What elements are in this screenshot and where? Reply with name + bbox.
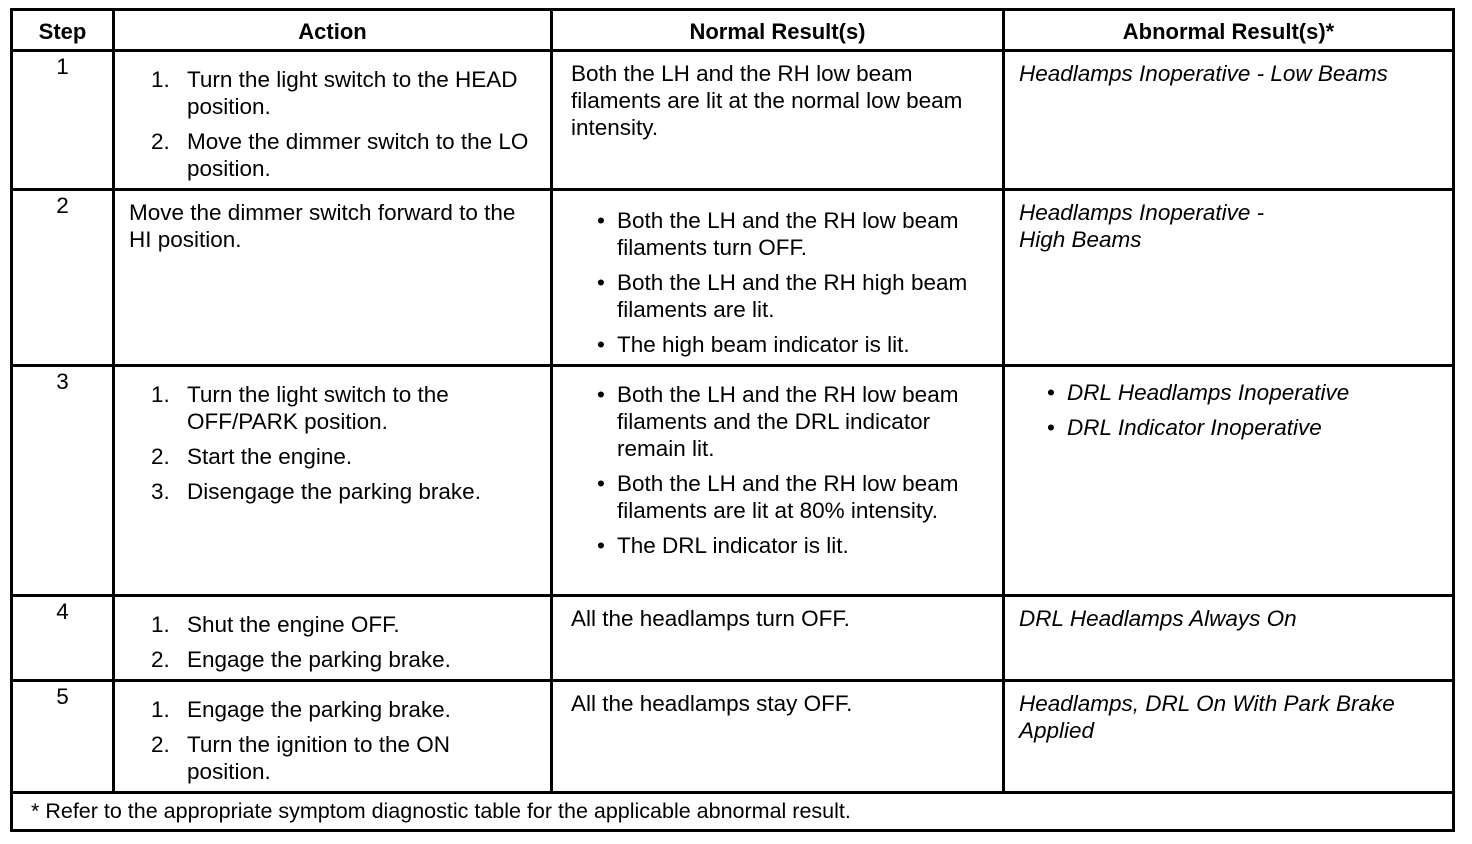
list-item: • DRL Indicator Inoperative	[1047, 415, 1322, 440]
normal-result-cell: All the headlamps stay OFF.	[552, 681, 1004, 793]
normal-result-cell	[552, 190, 1004, 366]
list-item: • Both the LH and the RH low beam filaments turn OFF.	[597, 208, 959, 260]
normal-result-list	[581, 381, 992, 559]
list-item: 1. Engage the parking brake.	[151, 697, 451, 722]
list-item: 1. Turn the light switch to the OFF/PARK position.	[151, 382, 449, 434]
footnote-row	[12, 793, 1454, 831]
list-item: • Both the LH and the RH low beam filaments are lit at 80% intensity.	[597, 471, 959, 523]
footnote: * Refer to the appropriate symptom diagnostic table for the applicable abnormal result.	[12, 793, 1454, 831]
normal-result-cell	[552, 366, 1004, 596]
list-item: 1. Shut the engine OFF.	[151, 612, 400, 637]
header-row	[12, 10, 1454, 51]
list-item: 2. Move the dimmer switch to the LO position.	[151, 129, 529, 181]
diagnostic-table-container	[10, 8, 1452, 832]
step-number: 1	[12, 51, 114, 190]
abnormal-result-cell	[1004, 366, 1454, 596]
header-normal-results: Normal Result(s)	[552, 10, 1004, 51]
step-number: 5	[12, 681, 114, 793]
list-item: 1. Turn the light switch to the HEAD position.	[151, 67, 518, 119]
header-abnormal-results: Abnormal Result(s)*	[1004, 10, 1454, 51]
list-item: 3. Disengage the parking brake.	[151, 479, 481, 504]
action-cell: Move the dimmer switch forward to the HI position.	[114, 190, 552, 366]
action-cell	[114, 51, 552, 190]
action-list	[129, 66, 540, 182]
list-item: • Both the LH and the RH high beam filaments are lit.	[597, 270, 968, 322]
list-item: • Both the LH and the RH low beam filaments and the DRL indicator remain lit.	[597, 382, 959, 461]
table-row	[12, 681, 1454, 793]
step-number: 3	[12, 366, 114, 596]
abnormal-result-cell	[1004, 190, 1454, 366]
action-cell	[114, 596, 552, 681]
normal-result-list	[581, 207, 992, 358]
abnormal-result-line: High Beams	[1019, 227, 1142, 252]
list-item: • DRL Headlamps Inoperative	[1047, 380, 1350, 405]
step-number: 2	[12, 190, 114, 366]
list-item: 2. Engage the parking brake.	[151, 647, 451, 672]
table-row	[12, 366, 1454, 596]
action-list	[129, 611, 540, 673]
abnormal-result-cell: DRL Headlamps Always On	[1004, 596, 1454, 681]
list-item: 2. Start the engine.	[151, 444, 353, 469]
normal-result-cell: Both the LH and the RH low beam filaments are lit at the normal low beam intensity.	[552, 51, 1004, 190]
table-row	[12, 190, 1454, 366]
action-cell	[114, 366, 552, 596]
list-item: 2. Turn the ignition to the ON position.	[151, 732, 451, 784]
abnormal-result-line: Headlamps Inoperative -	[1019, 200, 1265, 225]
header-step: Step	[12, 10, 114, 51]
table-row	[12, 596, 1454, 681]
header-action: Action	[114, 10, 552, 51]
action-cell	[114, 681, 552, 793]
list-item: • The DRL indicator is lit.	[597, 533, 849, 558]
step-number: 4	[12, 596, 114, 681]
table-row	[12, 51, 1454, 190]
action-list	[129, 381, 540, 505]
list-item: • The high beam indicator is lit.	[597, 332, 910, 357]
abnormal-result-list	[1031, 379, 1442, 441]
normal-result-cell: All the headlamps turn OFF.	[552, 596, 1004, 681]
action-list	[129, 696, 540, 785]
diagnostic-table	[10, 8, 1455, 832]
abnormal-result-cell: Headlamps Inoperative - Low Beams	[1004, 51, 1454, 190]
abnormal-result-cell: Headlamps, DRL On With Park Brake Applied	[1004, 681, 1454, 793]
